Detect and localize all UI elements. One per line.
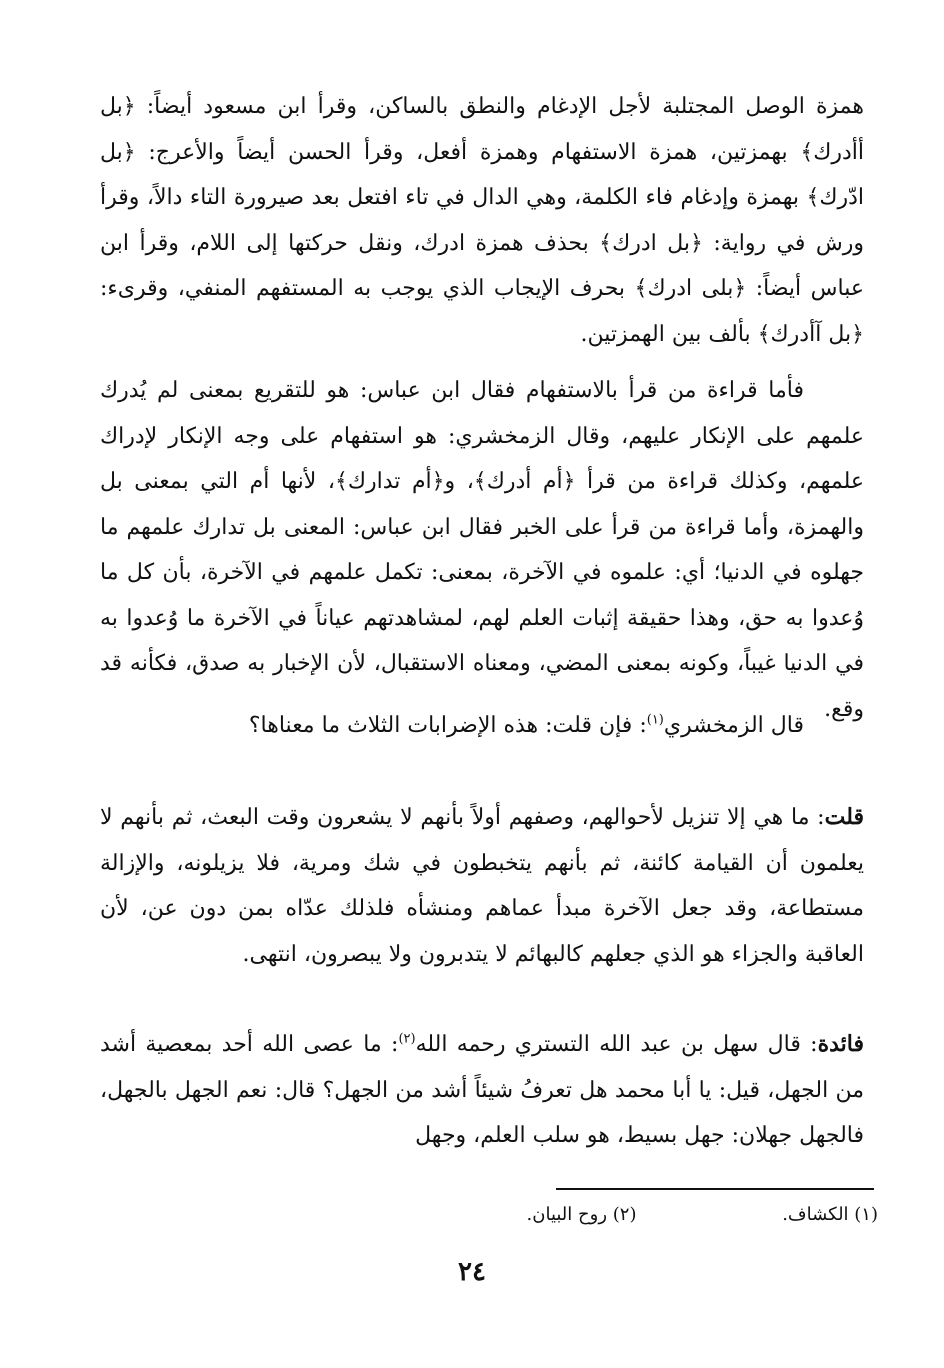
paragraph-qiraat: همزة الوصل المجتلبة لأجل الإدغام والنطق بالساكن، وقرأ ابن مسعود أيضاً: ﴿بل أأدرك﴾ بهمزتين، همزة الاستفهام وهمزة أفعل، وقرأ الحسن أيضاً والأعرج: ﴿بل ادّرك﴾ بهمزة وإدغام فاء الكلمة، وهي الدال في تاء افتعل بعد صيرورة التاء دالاً، وقرأ ورش في رواية: ﴿بل ادرك﴾ بحذف همزة ادرك، ونقل حركتها إلى اللام، وقرأ ابن عباس أيضاً: ﴿بلى ادرك﴾ بحرف الإيجاب الذي يوجب به المستفهم المنفي، وقرىء: ﴿بل آأدرك﴾ بألف بين الهمزتين. (100, 94, 864, 347)
answer-text: : ما هي إلا تنزيل لأحوالهم، وصفهم أولاً بأنهم لا يشعرون وقت البعث، ثم بأنهم لا يعلمون أن القيامة كائنة، ثم بأنهم يتخبطون في شك ومرية، فلا يزيلونه، والإزالة مستطاعة، وقد جعل الآخرة مبدأ عماهم ومنشأه فلذلك عدّاه بمن دون عن، لأن العاقبة والجزاء هو الذي جعلهم كالبهائم لا يتدبرون ولا يبصرون، انتهى. (100, 805, 864, 967)
footnote-ref-1: (١) (646, 712, 664, 728)
footnote-1: (١) الكشاف. (782, 1204, 878, 1225)
page-number: ٢٤ (458, 1257, 486, 1287)
faida-text-b: : ما عصى الله أحد بمعصية أشد من الجهل، قيل: يا أبا محمد هل تعرفُ شيئاً أشد من الجهل؟ قال: نعم الجهل بالجهل، فالجهل جهلان: جهل بسيط، هو سلب العلم، وجهل (100, 1032, 864, 1148)
footnote-separator (556, 1188, 874, 1190)
paragraph-answer (100, 795, 864, 977)
footnotes (330, 1200, 878, 1230)
footnote-2: (٢) روح البيان. (526, 1204, 637, 1225)
answer-lead: قلت (824, 804, 864, 830)
faida-text-a: : قال سهل بن عبد الله التستري رحمه الله (415, 1032, 818, 1057)
footnote-ref-2: (٢) (398, 1031, 416, 1047)
paragraph-zamakhshari-question (100, 703, 864, 749)
paragraph-istifham: فأما قراءة من قرأ بالاستفهام فقال ابن عباس: هو للتقريع بمعنى لم يُدرك علمهم على الإنكار عليهم، وقال الزمخشري: هو استفهام على وجه الإنكار لإدراك علمهم، وكذلك قراءة من قرأ ﴿أم أدرك﴾، و﴿أم تدارك﴾، لأنها أم التي بمعنى بل والهمزة، وأما قراءة من قرأ على الخبر فقال ابن عباس: المعنى بل تدارك علمهم ما جهلوه في الدنيا؛ أي: علموه في الآخرة، بمعنى: تكمل علمهم في الآخرة، بأن كل ما وُعدوا به حق، وهذا حقيقة إثبات العلم لهم، لمشاهدتهم عياناً في الآخرة ما وُعدوا به في الدنيا غيباً، وكونه بمعنى المضي، ومعناه الاستقبال، لأن الإخبار به صدق، فكأنه قد وقع. (100, 378, 865, 722)
faida-lead: فائدة (817, 1031, 864, 1057)
zamakhshari-question-text: : فإن قلت: هذه الإضرابات الثلاث ما معناها؟ (248, 713, 647, 738)
zamakhshari-label: قال الزمخشري (663, 713, 804, 738)
paragraph-faida (100, 1022, 864, 1159)
